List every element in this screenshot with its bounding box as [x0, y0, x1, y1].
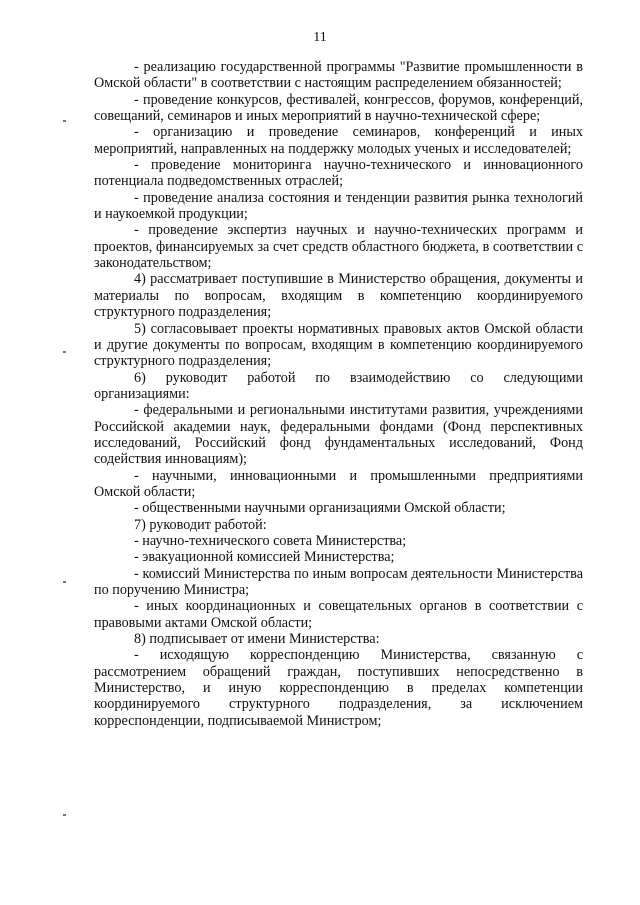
paragraph: - иных координационных и совещательных органов в соответствии с правовыми актами Омской области; — [94, 598, 583, 631]
paragraph: - комиссий Министерства по иным вопросам деятельности Министерства по поручению Министра; — [94, 565, 583, 598]
document-body — [94, 59, 583, 729]
scan-speck — [63, 581, 66, 583]
paragraph: - проведение мониторинга научно-технического и инновационного потенциала подведомственных отраслей; — [94, 157, 583, 190]
scan-speck — [63, 120, 66, 122]
paragraph: 5) согласовывает проекты нормативных правовых актов Омской области и другие документы по вопросам, входящим в компетенцию координируемого структурного подразделения; — [94, 320, 583, 370]
paragraph: - федеральными и региональными институтами развития, учреждениями Российской академии наук, федеральными фондами (Фонд перспективных исследований, Российский фонд фундаментальных исследований, Фонд содействия инновациям); — [94, 402, 583, 468]
paragraph: - научными, инновационными и промышленными предприятиями Омской области; — [94, 467, 583, 500]
paragraph: - исходящую корреспонденцию Министерства, связанную с рассмотрением обращений граждан, поступивших непосредственно в Министерство, и иную корреспонденцию в пределах компетенции координируемого структурного подразделения, за исключением корреспонденции, подписываемой Министром; — [94, 647, 583, 729]
paragraph: - проведение экспертиз научных и научно-технических программ и проектов, финансируемых за счет средств областного бюджета, в соответствии с законодательством; — [94, 222, 583, 272]
paragraph: - организацию и проведение семинаров, конференций и иных мероприятий, направленных на поддержку молодых ученых и исследователей; — [94, 124, 583, 157]
paragraph: - проведение конкурсов, фестивалей, конгрессов, форумов, конференций, совещаний, семинаров и иных мероприятий в научно-технической сфере; — [94, 91, 583, 125]
paragraph: - общественными научными организациями Омской области; — [134, 500, 506, 517]
paragraph: - проведение анализа состояния и тенденции развития рынка технологий и наукоемкой продукции; — [94, 189, 583, 223]
paragraph: 7) руководит работой: — [134, 516, 267, 533]
paragraph: - реализацию государственной программы "Развитие промышленности в Омской области" в соответствии с настоящим распределением обязанностей; — [94, 59, 583, 92]
paragraph: 6) руководит работой по взаимодействию со следующими организациями: — [94, 369, 583, 402]
paragraph: - эвакуационной комиссией Министерства; — [134, 549, 395, 566]
scan-speck — [63, 814, 66, 816]
paragraph: 8) подписывает от имени Министерства: — [134, 631, 380, 648]
paragraph: 4) рассматривает поступившие в Министерство обращения, документы и материалы по вопросам, входящим в компетенцию координируемого структурного подразделения; — [94, 271, 583, 321]
paragraph: - научно-технического совета Министерства; — [134, 532, 407, 549]
scan-speck — [63, 351, 66, 353]
page-number: 11 — [313, 30, 327, 45]
